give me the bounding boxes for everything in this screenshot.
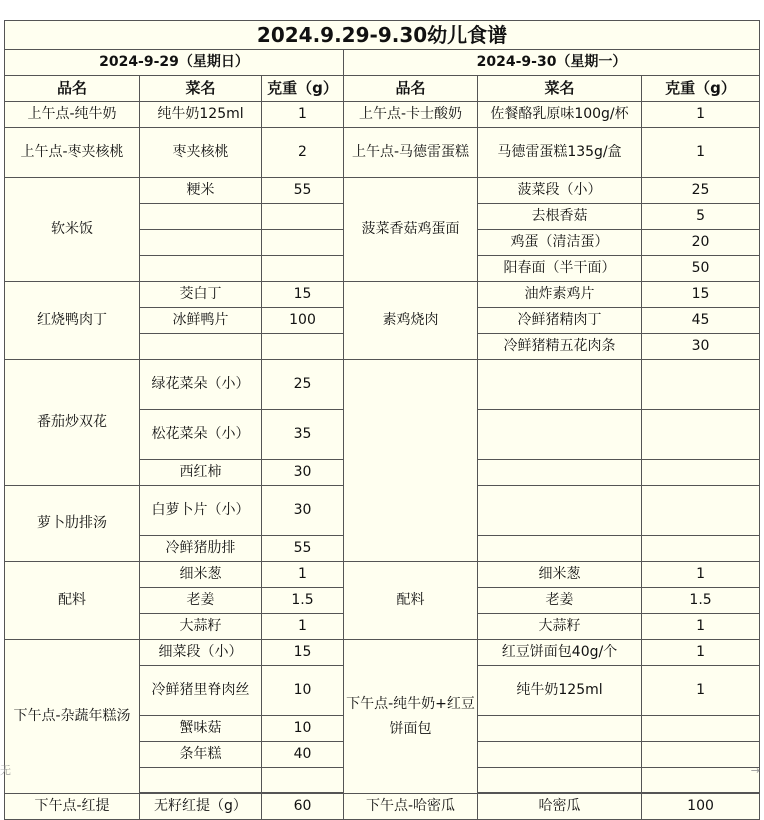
ingredient-cell: 条年糕	[140, 742, 262, 768]
empty-cell	[140, 230, 262, 256]
dish-cell: 上午点-枣夹核桃	[5, 128, 140, 178]
dish-cell: 配料	[344, 562, 478, 640]
dish-cell: 下午点-红提	[5, 794, 140, 820]
ingredient-cell: 白萝卜片（小）	[140, 486, 262, 536]
col-header-dish: 品名	[344, 76, 478, 102]
grams-cell: 60	[262, 794, 344, 820]
grams-cell: 15	[262, 282, 344, 308]
ingredient-cell: 哈密瓜	[478, 794, 642, 820]
grams-cell: 1	[262, 614, 344, 640]
grams-cell: 1	[642, 562, 760, 588]
grams-cell: 1	[262, 562, 344, 588]
grams-cell: 1	[642, 102, 760, 128]
empty-cell	[140, 334, 262, 360]
dish-cell: 配料	[5, 562, 140, 640]
empty-cell	[642, 536, 760, 562]
grams-cell: 1	[642, 614, 760, 640]
ingredient-cell: 大蒜籽	[478, 614, 642, 640]
grams-cell: 1	[262, 102, 344, 128]
empty-cell	[478, 486, 642, 536]
dish-cell: 菠菜香菇鸡蛋面	[344, 178, 478, 282]
empty-cell	[642, 410, 760, 460]
menu-title: 2024.9.29-9.30幼儿食谱	[5, 21, 760, 50]
ingredient-cell: 细米葱	[140, 562, 262, 588]
empty-cell	[344, 360, 478, 562]
empty-cell	[478, 460, 642, 486]
ingredient-cell: 纯牛奶125ml	[478, 666, 642, 716]
edge-marker-left: 无	[0, 764, 11, 777]
dish-cell: 下午点-纯牛奶+红豆饼面包	[344, 640, 478, 794]
grams-cell: 30	[642, 334, 760, 360]
empty-cell	[478, 742, 642, 768]
ingredient-cell: 绿花菜朵（小）	[140, 360, 262, 410]
arrow-right-icon: →	[750, 764, 760, 777]
ingredient-cell: 蟹味菇	[140, 716, 262, 742]
ingredient-cell: 红豆饼面包40g/个	[478, 640, 642, 666]
grams-cell: 1.5	[262, 588, 344, 614]
grams-cell: 10	[262, 716, 344, 742]
grams-cell: 100	[642, 794, 760, 820]
grams-cell: 55	[262, 178, 344, 204]
empty-cell	[478, 536, 642, 562]
grams-cell: 30	[262, 486, 344, 536]
ingredient-cell: 阳春面（半干面）	[478, 256, 642, 282]
ingredient-cell: 枣夹核桃	[140, 128, 262, 178]
menu-table	[4, 20, 760, 820]
col-header-dish: 品名	[5, 76, 140, 102]
grams-cell: 1	[642, 666, 760, 716]
empty-cell	[642, 716, 760, 742]
grams-cell: 50	[642, 256, 760, 282]
ingredient-cell: 冷鲜猪里脊肉丝	[140, 666, 262, 716]
menu-sheet	[4, 20, 759, 820]
dish-cell: 上午点-马德雷蛋糕	[344, 128, 478, 178]
col-header-ingredient: 菜名	[140, 76, 262, 102]
grams-cell: 2	[262, 128, 344, 178]
ingredient-cell: 松花菜朵（小）	[140, 410, 262, 460]
ingredient-cell: 无籽红提（g）	[140, 794, 262, 820]
ingredient-cell: 马德雷蛋糕135g/盒	[478, 128, 642, 178]
day2-date: 2024-9-30（星期一）	[344, 50, 760, 76]
grams-cell: 30	[262, 460, 344, 486]
empty-cell	[478, 716, 642, 742]
dish-cell: 番茄炒双花	[5, 360, 140, 486]
empty-cell	[478, 360, 642, 410]
day1-date: 2024-9-29（星期日）	[5, 50, 344, 76]
dish-cell: 红烧鸭肉丁	[5, 282, 140, 360]
ingredient-cell: 去根香菇	[478, 204, 642, 230]
ingredient-cell: 大蒜籽	[140, 614, 262, 640]
grams-cell: 5	[642, 204, 760, 230]
col-header-grams: 克重（g）	[642, 76, 760, 102]
grams-cell: 1	[642, 128, 760, 178]
grams-cell: 25	[262, 360, 344, 410]
empty-cell	[262, 204, 344, 230]
dish-cell: 上午点-卡士酸奶	[344, 102, 478, 128]
ingredient-cell: 鸡蛋（清洁蛋）	[478, 230, 642, 256]
empty-cell	[140, 768, 262, 793]
grams-cell: 15	[642, 282, 760, 308]
dish-cell: 下午点-哈密瓜	[344, 794, 478, 820]
grams-cell: 1.5	[642, 588, 760, 614]
empty-cell	[140, 204, 262, 230]
ingredient-cell: 粳米	[140, 178, 262, 204]
empty-cell	[262, 230, 344, 256]
ingredient-cell: 老姜	[478, 588, 642, 614]
grams-cell: 15	[262, 640, 344, 666]
grams-cell: 25	[642, 178, 760, 204]
col-header-grams: 克重（g）	[262, 76, 344, 102]
ingredient-cell: 冷鲜猪精肉丁	[478, 308, 642, 334]
grams-cell: 100	[262, 308, 344, 334]
grams-cell: 45	[642, 308, 760, 334]
ingredient-cell: 老姜	[140, 588, 262, 614]
ingredient-cell: 菠菜段（小）	[478, 178, 642, 204]
dish-cell: 素鸡烧肉	[344, 282, 478, 360]
dish-cell: 下午点-杂蔬年糕汤	[5, 640, 140, 794]
empty-cell	[642, 486, 760, 536]
ingredient-cell: 冰鲜鸭片	[140, 308, 262, 334]
grams-cell: 20	[642, 230, 760, 256]
ingredient-cell: 细菜段（小）	[140, 640, 262, 666]
empty-cell	[140, 256, 262, 282]
ingredient-cell: 佐餐酪乳原味100g/杯	[478, 102, 642, 128]
grams-cell: 1	[642, 640, 760, 666]
grams-cell: 55	[262, 536, 344, 562]
col-header-ingredient: 菜名	[478, 76, 642, 102]
empty-cell	[478, 410, 642, 460]
ingredient-cell: 冷鲜猪肋排	[140, 536, 262, 562]
ingredient-cell: 西红柿	[140, 460, 262, 486]
empty-cell	[642, 460, 760, 486]
dish-cell: 萝卜肋排汤	[5, 486, 140, 562]
empty-cell	[642, 360, 760, 410]
ingredient-cell: 冷鲜猪精五花肉条	[478, 334, 642, 360]
empty-cell	[262, 768, 344, 793]
grams-cell: 40	[262, 742, 344, 768]
empty-cell	[642, 768, 760, 793]
dish-cell: 上午点-纯牛奶	[5, 102, 140, 128]
empty-cell	[478, 768, 642, 793]
empty-cell	[642, 742, 760, 768]
ingredient-cell: 纯牛奶125ml	[140, 102, 262, 128]
empty-cell	[262, 334, 344, 360]
ingredient-cell: 细米葱	[478, 562, 642, 588]
dish-cell: 软米饭	[5, 178, 140, 282]
empty-cell	[262, 256, 344, 282]
ingredient-cell: 油炸素鸡片	[478, 282, 642, 308]
ingredient-cell: 茭白丁	[140, 282, 262, 308]
grams-cell: 10	[262, 666, 344, 716]
grams-cell: 35	[262, 410, 344, 460]
